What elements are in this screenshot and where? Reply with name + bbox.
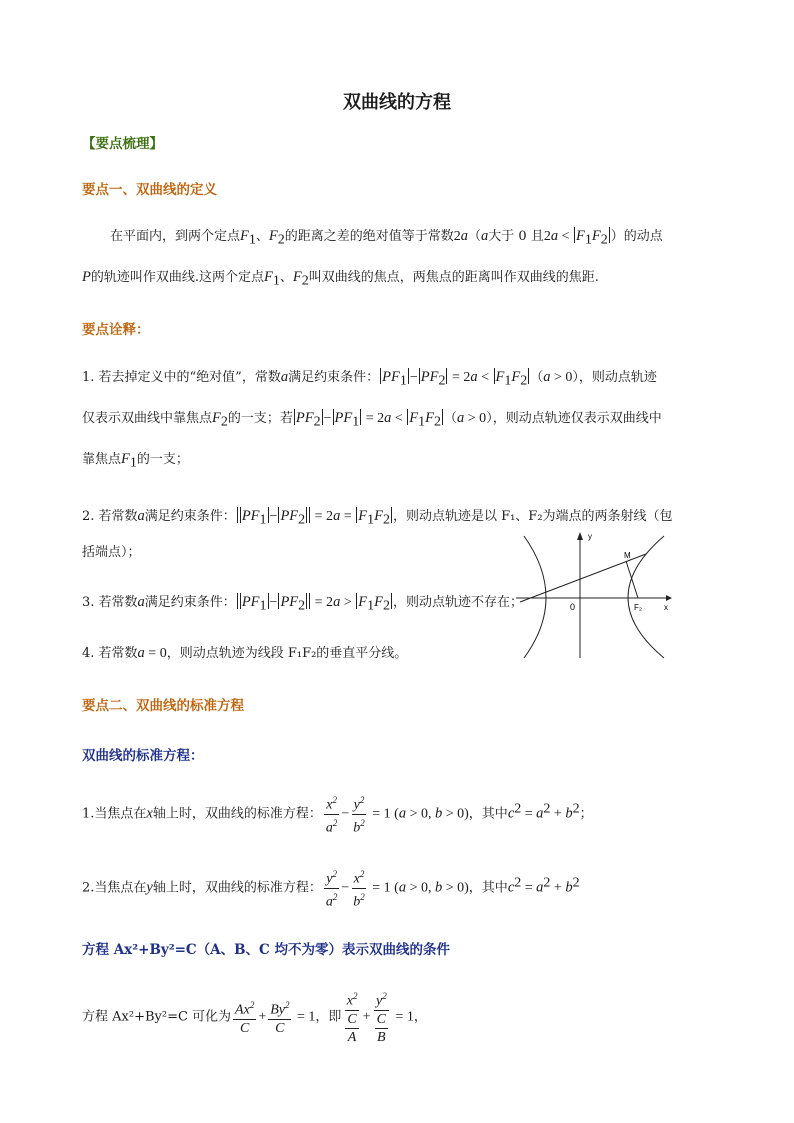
origin-label: 0 xyxy=(570,602,576,612)
note1-line-1: 1. 若去掉定义中的“绝对值”，常数a满足约束条件： $PF_1 - PF_2 = 2a < F_1F_2$ （a > 0），则动点轨迹 xyxy=(82,369,657,389)
page-title: 双曲线的方程 xyxy=(343,92,451,113)
conversion-line: 方程 Ax²+By²=C 可化为 $\frac{Ax^2}{C}$ + $\frac{By^2}{C}$ = 1，即 $\frac{x^2}{\frac{C}{A}}$ + $\frac{y^2}{\frac{C}{B}}$ = 1， xyxy=(82,988,427,1046)
standard-eq-y: 2.当焦点在y轴上时，双曲线的标准方程： $\frac{y^2}{a^2}$ − $\frac{x^2}{b^2}$ = 1 (a > 0, b > 0)，其中$c^2 = a^2 + b^2$ xyxy=(82,866,580,910)
hyperbola-figure xyxy=(516,530,672,660)
keypoints-header: 【要点梳理】 xyxy=(82,136,163,152)
note1-line-3: 靠焦点$F_1$的一支； xyxy=(82,451,189,471)
x-label: x xyxy=(664,603,668,612)
section3-title: 方程 Ax²+By²=C（A、B、C 均不为零）表示双曲线的条件 xyxy=(82,942,450,958)
note1-line-2: 仅表示双曲线中靠焦点$F_2$的一支；若 $PF_2 - PF_1 = 2a < F_1F_2$ （a > 0），则动点轨迹仅表示双曲线中 xyxy=(82,410,662,430)
notes-title: 要点诠释： xyxy=(82,322,150,338)
note4-line: 4. 若常数a = 0，则动点轨迹为线段 F₁F₂的垂直平分线。 xyxy=(82,645,408,661)
standard-eq-x: 1.当焦点在x轴上时，双曲线的标准方程： $\frac{x^2}{a^2}$ − $\frac{y^2}{b^2}$ = 1 (a > 0, b > 0)，其中$c^2 = a^2 + b^2$； xyxy=(82,792,593,836)
definition-line-2: P的轨迹叫作双曲线.这两个定点$F_1$、$F_2$叫双曲线的焦点，两焦点的距离叫作双曲线的焦距. xyxy=(82,269,599,289)
section2-title: 要点二、双曲线的标准方程 xyxy=(82,698,244,714)
line-f1-m xyxy=(520,554,646,602)
x-axis-arrow xyxy=(666,595,672,601)
left-branch xyxy=(524,536,546,658)
note3-line: 3. 若常数a满足约束条件： $PF_1 - PF_2 = 2a > F_1F_2$ ，则动点轨迹不存在； xyxy=(82,594,523,614)
m-label: M xyxy=(624,551,631,560)
y-axis-arrow xyxy=(577,532,583,540)
note2-line-2: 括端点）； xyxy=(82,545,141,560)
definition-line-1: 在平面内，到两个定点$F_1$、$F_2$的距离之差的绝对值等于常数2a（a大于 0 且$2a < F_1F_2$ ）的动点 xyxy=(110,228,663,248)
section1-title: 要点一、双曲线的定义 xyxy=(82,182,217,198)
section2-subtitle: 双曲线的标准方程： xyxy=(82,748,204,764)
y-label: y xyxy=(588,532,592,541)
f2-label: F₂ xyxy=(634,603,642,612)
note2-line-1: 2. 若常数a满足约束条件： $PF_1 - PF_2 = 2a = F_1F_2$ ，则动点轨迹是以 F₁、F₂为端点的两条射线（包 xyxy=(82,508,673,528)
